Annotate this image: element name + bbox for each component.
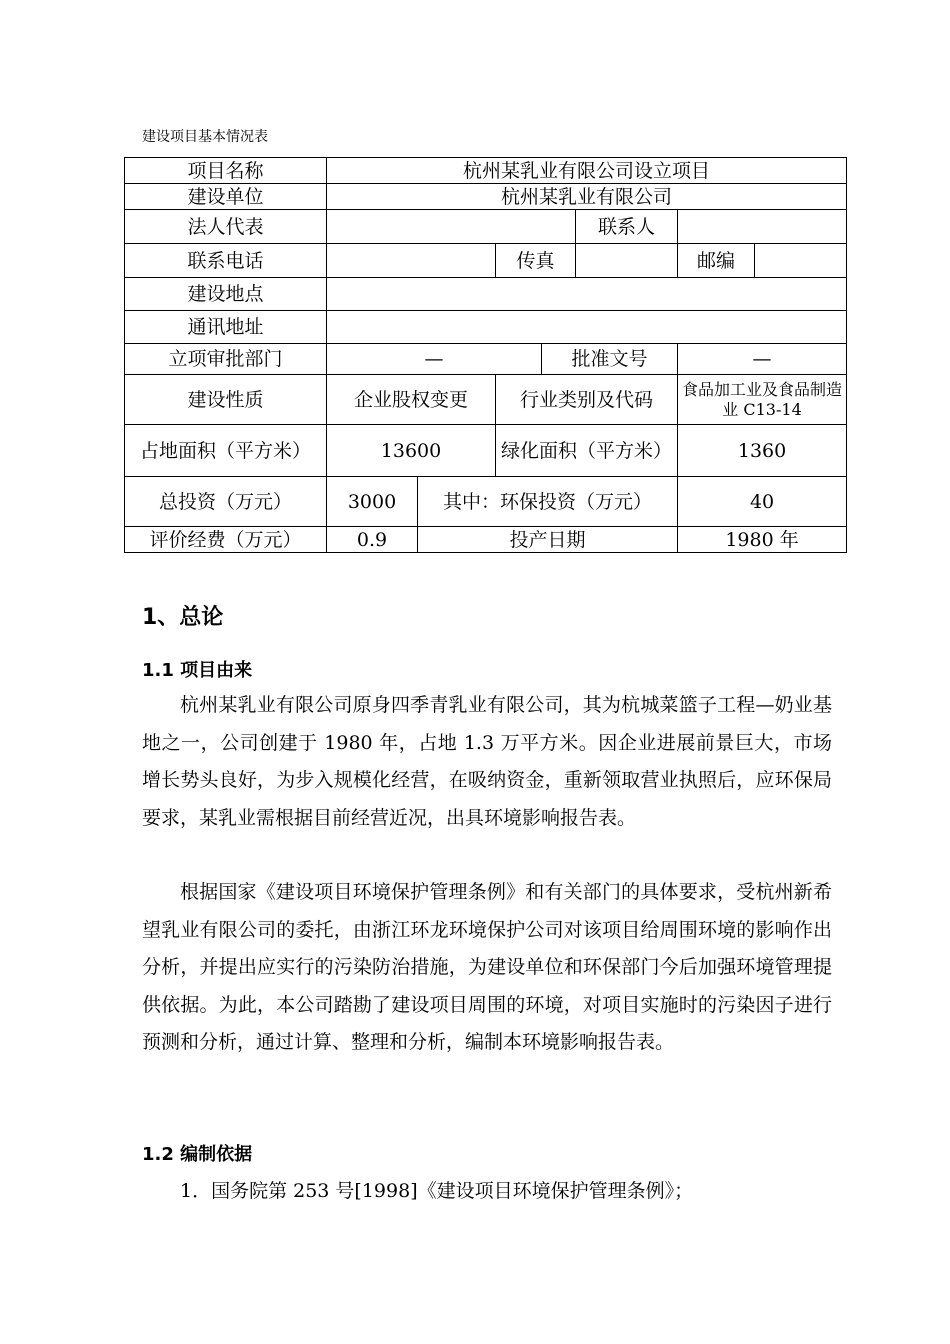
section-1-1-paragraph-1: 杭州某乳业有限公司原身四季青乳业有限公司，其为杭城菜篮子工程—奶业基地之一，公司创建于 1980 年，占地 1.3 万平方米。因企业进展前景巨大，市场增长势头良好，为步入规模化经营，在吸纳资金，重新领取营业执照后，应环保局要求，某乳业需根据目前经营近况，出具环境影响报告表。 (142, 694, 832, 829)
project-name-label: 项目名称 (125, 158, 327, 184)
fax-value (576, 244, 678, 278)
land-area-value: 13600 (327, 425, 496, 477)
investment-value: 3000 (327, 477, 418, 527)
legal-rep-label: 法人代表 (125, 210, 327, 244)
phone-value (327, 244, 496, 278)
eval-fee-value: 0.9 (327, 527, 418, 553)
green-area-label: 绿化面积（平方米） (496, 425, 678, 477)
site-value (327, 278, 847, 311)
section-1-title: 1、总论 (142, 605, 224, 630)
section-1-1-title: 1.1 项目由来 (142, 660, 253, 681)
env-investment-value: 40 (678, 477, 847, 527)
section-1-2-title: 1.2 编制依据 (142, 1144, 253, 1165)
phone-label: 联系电话 (125, 244, 327, 278)
land-area-label: 占地面积（平方米） (125, 425, 327, 477)
table-caption: 建设项目基本情况表 (142, 129, 268, 145)
project-name-value: 杭州某乳业有限公司设立项目 (327, 158, 847, 184)
project-info-table (124, 157, 847, 553)
contact-label: 联系人 (576, 210, 678, 244)
builder-label: 建设单位 (125, 184, 327, 210)
start-date-value: 1980 年 (678, 527, 847, 553)
approval-doc-label: 批准文号 (542, 344, 678, 375)
address-value (327, 311, 847, 344)
contact-value (678, 210, 847, 244)
approval-dept-label: 立项审批部门 (125, 344, 327, 375)
approval-dept-value: — (327, 344, 542, 375)
start-date-label: 投产日期 (418, 527, 678, 553)
approval-doc-value: — (678, 344, 847, 375)
fax-label: 传真 (496, 244, 576, 278)
postcode-label: 邮编 (678, 244, 755, 278)
env-investment-label: 其中：环保投资（万元） (418, 477, 678, 527)
basis-list-item: 1．国务院第 253 号[1998]《建设项目环境保护管理条例》； (180, 1180, 694, 1202)
nature-label: 建设性质 (125, 375, 327, 425)
builder-value: 杭州某乳业有限公司 (327, 184, 847, 210)
legal-rep-value (327, 210, 576, 244)
industry-value: 食品加工业及食品制造业 C13-14 (678, 375, 847, 425)
investment-label: 总投资（万元） (125, 477, 327, 527)
nature-value: 企业股权变更 (327, 375, 496, 425)
eval-fee-label: 评价经费（万元） (125, 527, 327, 553)
green-area-value: 1360 (678, 425, 847, 477)
industry-label: 行业类别及代码 (496, 375, 678, 425)
section-1-1-paragraph-2: 根据国家《建设项目环境保护管理条例》和有关部门的具体要求，受杭州新希望乳业有限公司的委托，由浙江环龙环境保护公司对该项目给周围环境的影响作出分析，并提出应实行的污染防治措施，为建设单位和环保部门今后加强环境管理提供依据。为此，本公司踏勘了建设项目周围的环境，对项目实施时的污染因子进行预测和分析，通过计算、整理和分析，编制本环境影响报告表。 (142, 881, 832, 1053)
address-label: 通讯地址 (125, 311, 327, 344)
postcode-value (755, 244, 847, 278)
site-label: 建设地点 (125, 278, 327, 311)
